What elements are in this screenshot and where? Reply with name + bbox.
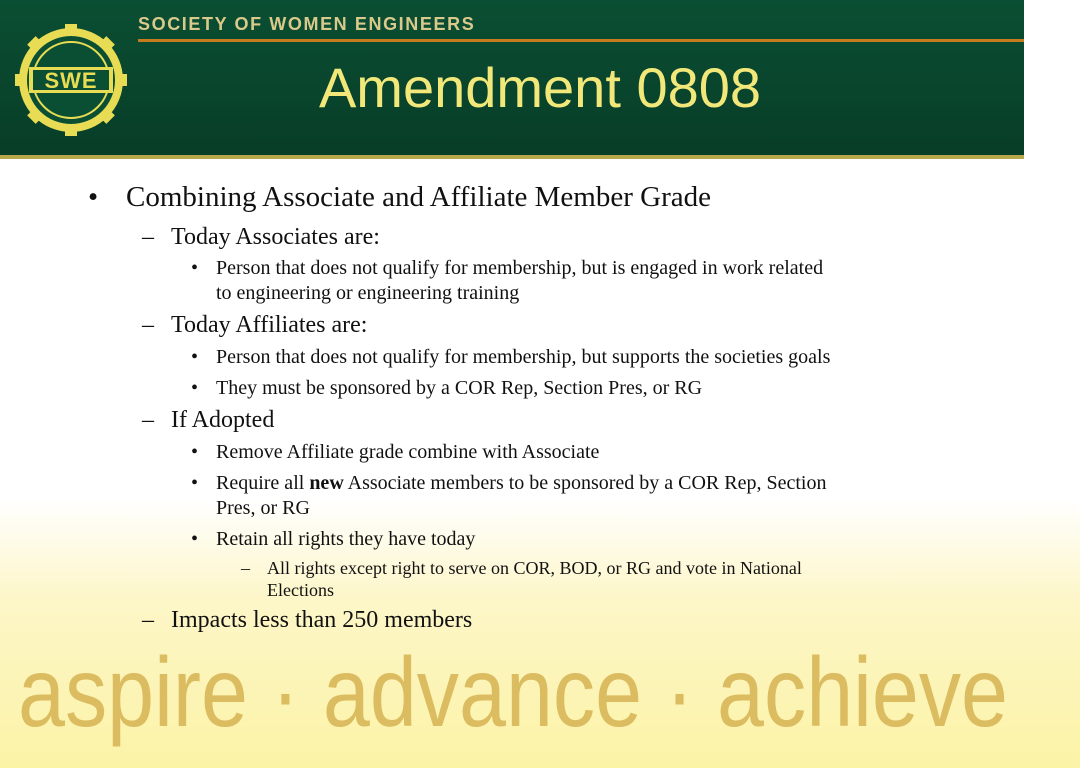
footer-tagline: [18, 628, 1018, 758]
sub-impacts: Impacts less than 250 members: [171, 607, 473, 633]
dash-marker: –: [241, 558, 250, 578]
dash-marker: –: [142, 224, 154, 250]
dash-marker: –: [142, 407, 154, 433]
adopted-require-sponsor-line-2: Pres, or RG: [216, 497, 310, 519]
dash-marker: –: [142, 607, 154, 633]
sub-today-affiliates: Today Affiliates are:: [171, 312, 368, 338]
org-name: SOCIETY OF WOMEN ENGINEERS: [138, 14, 476, 34]
associates-definition-line-1: Person that does not qualify for membership, but is engaged in work related: [216, 257, 824, 279]
dash-marker: –: [142, 312, 154, 338]
slide-title: Amendment 0808: [318, 56, 762, 119]
bullet-dot: •: [191, 346, 199, 368]
svg-text:aspire · advance · achieve: aspire · advance · achieve: [18, 637, 1008, 747]
sub-today-associates: Today Associates are:: [171, 224, 380, 250]
affiliates-definition: Person that does not qualify for membership, but supports the societies goals: [216, 346, 831, 368]
bullet-dot: •: [191, 257, 199, 279]
rights-exception-line-1: All rights except right to serve on COR, BOD, or RG and vote in National: [267, 558, 802, 578]
bullet-dot: •: [191, 472, 199, 494]
bullet-dot: •: [191, 528, 199, 550]
adopted-retain-rights: Retain all rights they have today: [216, 528, 476, 550]
adopted-require-sponsor-line-1: Require all new Associate members to be sponsored by a COR Rep, Section: [216, 472, 827, 494]
svg-text:SWE: SWE: [44, 68, 98, 93]
bullet-dot: •: [191, 377, 199, 399]
bullet-dot: •: [88, 181, 99, 213]
adopted-remove-affiliate: Remove Affiliate grade combine with Associate: [216, 441, 600, 463]
emphasis-new: new: [309, 472, 344, 494]
rights-exception-line-2: Elections: [267, 580, 334, 600]
header-rule: [138, 39, 1024, 42]
associates-definition-line-2: to engineering or engineering training: [216, 282, 520, 304]
sub-if-adopted: If Adopted: [171, 407, 275, 433]
affiliates-sponsorship: They must be sponsored by a COR Rep, Section Pres, or RG: [216, 377, 703, 399]
bullet-combining-grade: Combining Associate and Affiliate Member Grade: [126, 181, 711, 213]
bullet-dot: •: [191, 441, 199, 463]
slide-header: [0, 0, 1024, 159]
